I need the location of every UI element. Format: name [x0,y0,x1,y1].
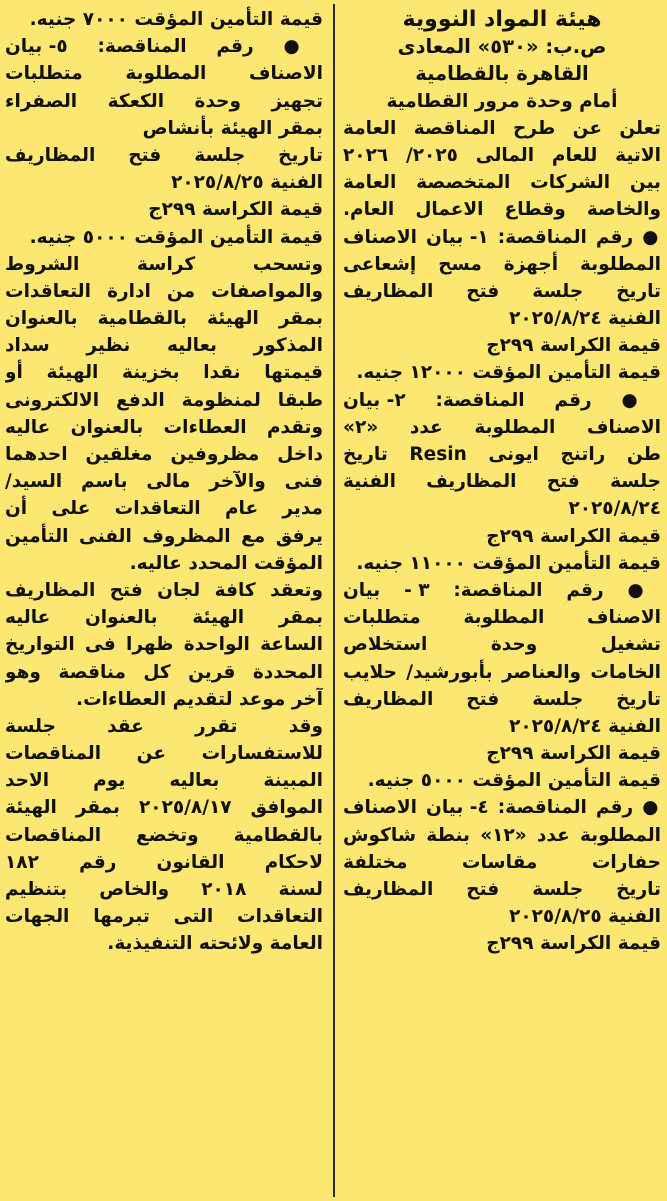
booklet-price: قيمة الكراسة ٢٩٩ج [486,743,661,765]
text-line: الاصناف المطلوبة متطلبات [343,607,661,629]
text-line: بين الشركات المتخصصة العامة [343,172,661,194]
insurance-value: قيمة التأمين المؤقت ١١٠٠٠ جنيه. [356,552,661,574]
text-line: وتسحب كراسة الشروط [5,253,323,275]
text-line: الساعة الواحدة ظهرا فى التواريخ [5,634,323,656]
right-column [343,6,661,1195]
text-line: داخل مظروفين مغلقين احدهما [5,444,323,465]
tender-3-title: ● رقم المناقصة: ٣ - بيان [343,579,661,601]
text-line: جلسة فتح المظاريف الفنية [343,471,661,493]
column-divider [333,4,335,1197]
left-column [5,6,323,1195]
booklet-price: قيمة الكراسة ٢٩٩ج [148,199,323,221]
text-line: طن راتنج ايونى Resin تاريخ [343,444,661,465]
text-line: آخر موعد لتقديم العطاءات. [76,688,323,710]
text-line: الاصناف المطلوبة عدد «٢» [343,416,661,438]
text-line: للاستفسارات عن المناقصات [5,743,323,765]
text-line: تشغيل وحدة استخلاص [343,634,661,656]
text-line: أمام وحدة مرور القطامية [386,90,618,112]
text-line: والخاصة وقطاع الاعمال العام. [343,199,661,221]
booklet-price: قيمة الكراسة ٢٩٩ج [486,335,661,357]
text-line: تاريخ جلسة فتح المظاريف [343,688,661,710]
agency-name: هيئة المواد النووية [402,7,602,32]
text-line: طبقا لمنظومة الدفع الالكترونى [5,389,323,411]
tender-4-title: ● رقم المناقصة: ٤- بيان الاصناف [343,797,661,819]
text-line: بمقر الهيئة بالقطامية بالعنوان [5,308,323,330]
text-line: الفنية ٢٠٢٥/٨/٢٤ [509,715,661,737]
insurance-value: قيمة التأمين المؤقت ١٢٠٠٠ جنيه. [356,362,661,384]
text-line: مدير عام التعاقدات على أن [5,498,323,520]
text-line: تاريخ جلسة فتح المظاريف [343,280,661,302]
insurance-value: قيمة التأمين المؤقت ٥٠٠٠ جنيه. [29,226,323,248]
text-line: ٢٠٢٥/٨/٢٤ [568,498,661,520]
city-address: القاهرة بالقطامية [415,62,589,86]
insurance-value: قيمة التأمين المؤقت ٥٠٠٠ جنيه. [367,770,661,792]
booklet-price: قيمة الكراسة ٢٩٩ج [486,525,661,547]
text-line: الخامات والعناصر بأبورشيد/ حلايب [343,661,661,683]
insurance-value: قيمة التأمين المؤقت ٧٠٠٠ جنيه. [29,9,323,30]
text-line: لاحكام القانون رقم ١٨٢ [5,851,323,873]
text-line: المؤقت المحدد عاليه. [129,552,323,574]
text-line: المحددة قرين كل مناقصة وهو [5,661,323,683]
text-line: تاريخ جلسة فتح المظاريف [5,144,323,166]
tender-2-title: ● رقم المناقصة: ٢- بيان [343,389,661,411]
text-line: الاتية للعام المالى ٢٠٢٥/ ٢٠٢٦ [343,144,661,166]
text-line: تاريخ جلسة فتح المظاريف [343,879,661,900]
booklet-price: قيمة الكراسة ٢٩٩ج [486,933,661,955]
text-line: الموافق ٢٠٢٥/٨/١٧ بمقر الهيئة [5,797,323,819]
text-line: وتعقد كافة لجان فتح المظاريف [5,579,323,601]
text-line: تجهيز وحدة الكعكة الصفراء [5,90,323,112]
text-line: وتقدم العطاءات بالعنوان عاليه [5,416,323,438]
text-line: والمواصفات من ادارة التعاقدات [5,280,323,302]
text-line: المبينة بعاليه يوم الاحد [5,770,323,792]
text-line: بمقر الهيئة بأنشاص [142,117,323,139]
text-line: المذكور بعاليه نظير سداد [5,335,323,357]
text-line: حفارات مقاسات مختلفة [343,851,661,873]
text-line: وقد تقرر عقد جلسة [5,715,323,737]
text-line: يرفق مع المظروف الفنى التأمين [5,525,323,547]
text-line: العامة ولائحته التنفيذية. [107,933,323,955]
text-line: الفنية ٢٠٢٥/٨/٢٥ [171,172,323,194]
text-line: قيمتها نقدا بخزينة الهيئة أو [5,362,323,384]
tender-1-title: ● رقم المناقصة: ١- بيان الاصناف [343,226,661,248]
text-line: تعلن عن طرح المناقصة العامة [343,117,661,139]
text-line: الفنية ٢٠٢٥/٨/٢٤ [509,308,661,330]
text-line: الفنية ٢٠٢٥/٨/٢٥ [509,906,661,928]
text-line: المطلوبة أجهزة مسح إشعاعى [343,253,661,275]
tender-5-title: ● رقم المناقصة: ٥- بيان [5,36,323,58]
text-line: لسنة ٢٠١٨ والخاص بتنظيم [5,879,323,900]
text-line: بالقطامية وتخضع المناقصات [5,824,323,846]
text-line: فنى والآخر مالى باسم السيد/ [5,471,323,493]
text-line: بمقر الهيئة بالعنوان عاليه [5,607,323,629]
text-line: الاصناف المطلوبة متطلبات [5,63,323,85]
text-line: المطلوبة عدد «١٢» بنطة شاكوش [343,824,661,846]
po-box-address: ص.ب: «٥٣٠» المعادى [397,35,607,59]
text-line: التعاقدات التى تبرمها الجهات [5,906,323,928]
